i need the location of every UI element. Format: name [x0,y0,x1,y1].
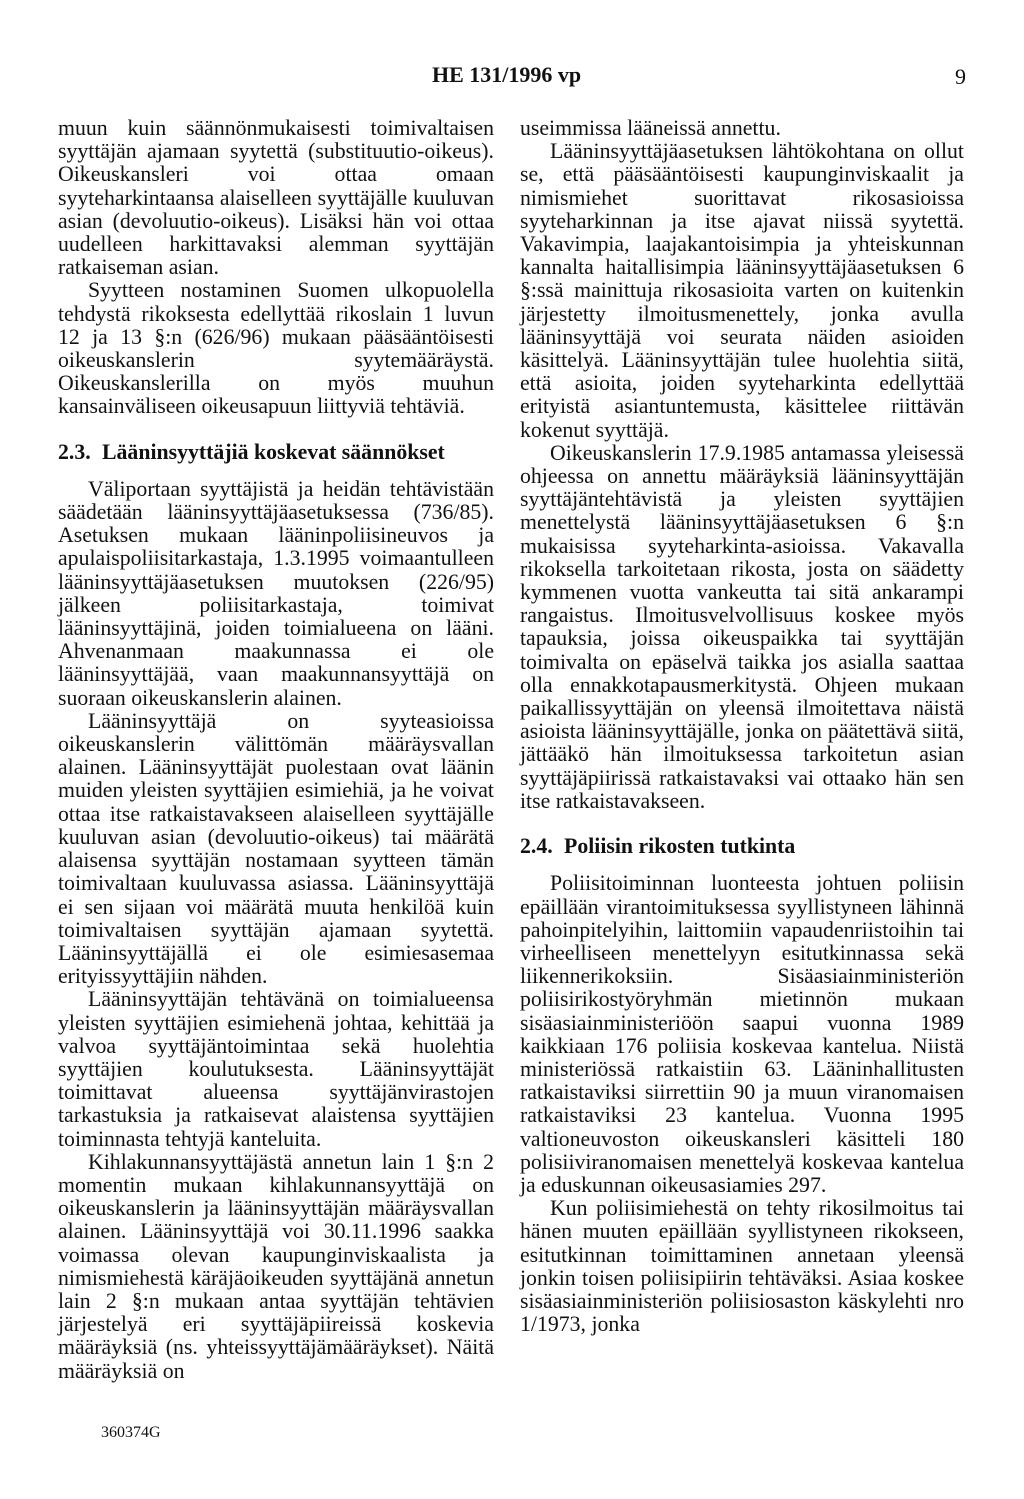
paragraph: useimmissa lääneissä annettu. [520,116,781,140]
page-number: 9 [955,64,966,89]
print-code: 360374G [101,1424,161,1441]
section-heading [58,441,494,464]
paragraph: Lääninsyyttäjän tehtävänä on toimialueensa yleisten syyttäjien esimiehenä johtaa, kehittää ja valvoa syyttäjäntoimintaa sekä huolehtia syyttäjien koulutuksesta. Lääninsyyttäjät toimittavat alueensa syyttäjänvirastojen tarkastuksia ja ratkaisevat alaistensa syyttäjien toiminnasta tehtyjä kanteluita. [58,987,494,1151]
paragraph: muun kuin säännönmukaisesti toimivaltaisen syyttäjän ajamaan syytettä (substituutio-oikeus). Oikeuskansleri voi ottaa omaan syyteharkintaansa alaiselleen syyttäjälle kuuluvan asian (devoluutio-oikeus). Lisäksi hän voi ottaa uudelleen harkittavaksi alemman syyttäjän ratkaiseman asian. [58,116,494,280]
paragraph: Väliportaan syyttäjistä ja heidän tehtävistään säädetään lääninsyyttäjäasetuksessa (736/85). Asetuksen mukaan lääninpoliisineuvos ja apulaispoliisitarkastaja, 1.3.1995 voimaantulleen lääninsyyttäjäasetuksen muutoksen (226/95) jälkeen poliisitarkastaja, toimivat lääninsyyttäjinä, joiden toimialueena on lääni. Ahvenanmaan maakunnassa ei ole lääninsyyttäjää, vaan maakunnansyyttäjä on suoraan oikeuskanslerin alainen. [58,476,494,710]
left-column [58,117,494,1383]
paragraph: Oikeuskanslerin 17.9.1985 antamassa yleisessä ohjeessa on annettu määräyksiä lääninsyyttäjän syyttäjäntehtävistä ja yleisten syyttäjien menettelystä lääninsyyttäjäasetuksen 6 §:n mukaisissa syyteharkinta-asioissa. Vakavalla rikoksella tarkoitetaan rikosta, josta on säädetty kymmenen vuotta vankeutta tai sitä ankarampi rangaistus. Ilmoitusvelvollisuus koskee myös tapauksia, joissa oikeuspaikka tai syyttäjän toimivalta on epäselvä taikka jos asialla saattaa olla ennakkotapausmerkitystä. Ohjeen mukaan paikallissyyttäjän on yleensä ilmoitettava näistä asioista lääninsyyttäjälle, jonka on päätettävä siitä, jättääkö hän ilmoituksessa tarkoitetun asian syyttäjäpiirissä ratkaistavaksi vai ottaako hän sen itse ratkaistavakseen. [520,440,964,813]
right-column [520,117,964,1336]
paragraph: Kihlakunnansyyttäjästä annetun lain 1 §:n 2 momentin mukaan kihlakunnansyyttäjä on oikeuskanslerin ja lääninsyyttäjän määräysvallan alainen. Lääninsyyttäjä voi 30.11.1996 saakka voimassa olevan kaupunginviskaalista ja nimismiehestä käräjäoikeuden syyttäjänä annetun lain 2 §:n mukaan antaa syyttäjän tehtävien järjestelyä eri syyttäjäpiireissä koskevia määräyksiä (ns. yhteissyyttäjämääräykset). Näitä määräyksiä on [58,1149,494,1383]
document-code: HE 131/1996 vp [432,62,582,87]
paragraph: Lääninsyyttäjä on syyteasioissa oikeuskanslerin välittömän määräysvallan alainen. Lääninsyyttäjät puolestaan ovat läänin muiden yleisten syyttäjien esimiehiä, ja he voivat ottaa itse ratkaistavakseen alaiselleen syyttäjälle kuuluvan asian (devoluutio-oikeus) tai määrätä alaisensa syyttäjän nostamaan syytteen tämän toimivaltaan kuuluvassa asiassa. Lääninsyyttäjä ei sen sijaan voi määrätä muuta henkilöä kuin toimivaltaisen syyttäjän ajamaan syytettä. Lääninsyyttäjällä ei ole esimiesasemaa erityissyyttäjiin nähden. [58,708,494,989]
paragraph: Poliisitoiminnan luonteesta johtuen poliisin epäillään virantoimituksessa syyllistyneen lähinnä pahoinpitelyihin, laittomiin vapaudenriistoihin tai virheelliseen menettelyyn esitutkinnassa sekä liikennerikoksiin. Sisäasiainministeriön poliisirikostyöryhmän mietinnön mukaan sisäasiainministeriöön saapui vuonna 1989 kaikkiaan 176 poliisia koskevaa kantelua. Niistä ministeriössä ratkaistiin 63. Lääninhallitusten ratkaistaviksi siirrettiin 90 ja muun viranomaisen ratkaistaviksi 23 kantelua. Vuonna 1995 valtioneuvoston oikeuskansleri käsitteli 180 polisiiviranomaisen menettelyä koskevaa kantelua ja eduskunnan oikeusasiamies 297. [520,871,964,1197]
paragraph: Kun poliisimiehestä on tehty rikosilmoitus tai hänen muuten epäillään syyllistyneen rikokseen, esitutkinnan toimittaminen annetaan yleensä jonkin toisen poliisipiirin tehtäväksi. Asiaa koskee sisäasiainministeriön poliisiosaston käskylehti nro 1/1973, jonka [520,1196,964,1337]
section-number: 2.3. [58,439,91,464]
paragraph: Lääninsyyttäjäasetuksen lähtökohtana on ollut se, että pääsääntöisesti kaupunginviskaalit ja nimismiehet suorittavat rikosasioissa syyteharkinnan ja itse ajavat niissä syytettä. Vakavimpia, laajakantoisimpia ja yhteiskunnan kannalta haitallisimpia lääninsyyttäjäasetuksen 6 §:ssä mainittuja rikosasioita varten on kuitenkin järjestetty ilmoitusmenettely, jonka avulla lääninsyyttäjä voi seurata näiden asioiden käsittelyä. Lääninsyyttäjän tulee huolehtia siitä, että asioita, joiden syyteharkinta edellyttää erityistä asiantuntemusta, käsittelee riittävän kokenut syyttäjä. [520,139,964,442]
section-title: Lääninsyyttäjiä koskevat säännökset [102,439,445,464]
section-title: Poliisin rikosten tutkinta [564,834,796,859]
section-number: 2.4. [520,834,553,859]
paragraph: Syytteen nostaminen Suomen ulkopuolella tehdystä rikoksesta edellyttää rikoslain 1 luvun 12 ja 13 §:n (626/96) mukaan pääsääntöisesti oikeuskanslerin syytemääräystä. Oikeuskanslerilla on myös muuhun kansainväliseen oikeusapuun liittyviä tehtäviä. [58,278,494,419]
section-heading [520,835,964,858]
